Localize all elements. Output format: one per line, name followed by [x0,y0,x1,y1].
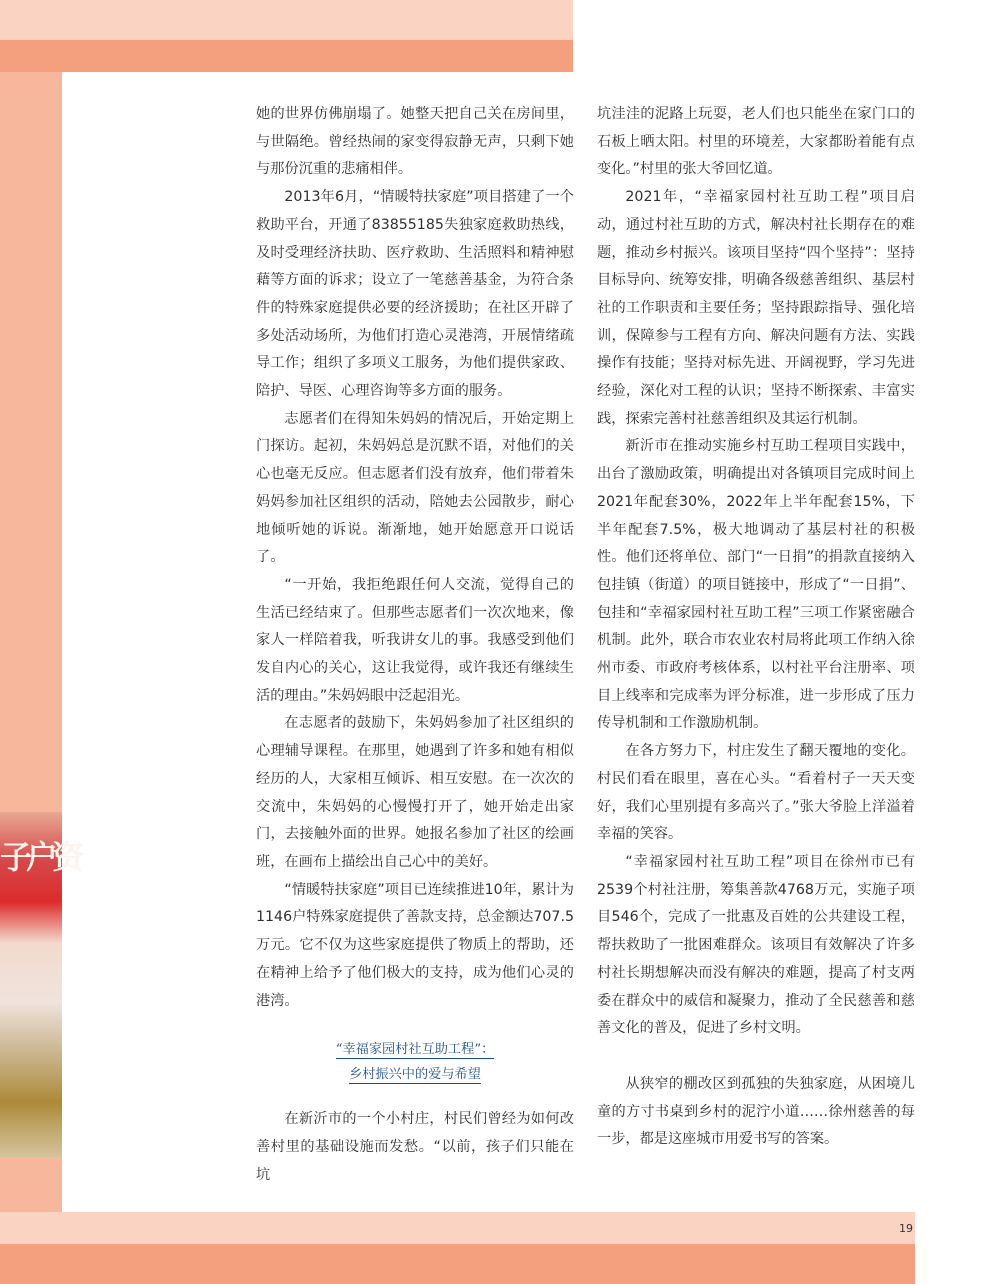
top-band-light [0,0,573,40]
paragraph: 她的世界仿佛崩塌了。她整天把自己关在房间里，与世隔绝。曾经热闹的家变得寂静无声，只剩下她与那份沉重的悲痛相伴。 [256,106,574,178]
top-band-dark [0,40,573,72]
subheading-line-1: “幸福家园村社互助工程”： [335,1042,495,1058]
left-column [256,101,574,1189]
paragraph: 志愿者们在得知朱妈妈的情况后，开始定期上门探访。起初，朱妈妈总是沉默不语，对他们的关心也毫无反应。但志愿者们没有放弃，他们带着朱妈妈参加社区组织的活动，陪她去公园散步，耐心地倾听她的诉说。渐渐地，她开始愿意开口说话了。 [256,410,574,566]
bottom-band-dark [0,1244,915,1284]
paragraph: 在新沂市的一个小村庄，村民们曾经为如何改善村里的基础设施而发愁。“以前，孩子们只能在坑 [256,1111,574,1183]
page-number: 19 [899,1222,913,1235]
closing-paragraph: 从狭窄的棚改区到孤独的失独家庭，从困境儿童的方寸书桌到乡村的泥泞小道……徐州慈善的每一步，都是这座城市用爱书写的答案。 [597,1075,915,1148]
paragraph: 在各方努力下，村庄发生了翻天覆地的变化。村民们看在眼里，喜在心头。“看着村子一天天变好，我们心里别提有多高兴了。”张大爷脸上洋溢着幸福的笑容。 [597,743,915,843]
subheading-line [256,1037,574,1062]
side-photo [0,812,79,1157]
paragraph-continuation: 坑洼洼的泥路上玩耍，老人们也只能坐在家门口的石板上晒太阳。村里的环境差，大家都盼着能有点变化。”村里的张大爷回忆道。 [597,106,915,178]
paragraph: “一开始，我拒绝跟任何人交流，觉得自己的生活已经结束了。但那些志愿者们一次次地来，像家人一样陪着我，听我讲女儿的事。我感受到他们发自内心的关心，这让我觉得，或许我还有继续生活的理由。”朱妈妈眼中泛起泪光。 [256,576,574,704]
bottom-band-light [0,1212,915,1244]
paragraph-gap [597,1043,915,1071]
section-subheading [256,1037,574,1087]
paragraph: 2013年6月，“情暖特扶家庭”项目搭建了一个救助平台，开通了83855185失独家庭救助热线，及时受理经济扶助、医疗救助、生活照料和精神慰藉等方面的诉求；设立了一笔慈善基金，为符合条件的特殊家庭提供必要的经济援助；在社区开辟了多处活动场所，为他们打造心灵港湾，开展情绪疏导工作；组织了多项义工服务，为他们提供家政、陪护、导医、心理咨询等多方面的服务。 [256,189,574,400]
subheading-line [256,1062,574,1087]
paragraph: “情暖特扶家庭”项目已连续推进10年，累计为1146户特殊家庭提供了善款支持，总金额达707.5万元。它不仅为这些家庭提供了物质上的帮助，还在精神上给予了他们极大的支持，成为他们心灵的港湾。 [256,881,574,1009]
photo-sign-text: 子户资 [0,838,79,876]
paragraph: 新沂市在推动实施乡村互助工程项目实践中，出台了激励政策，明确提出对各镇项目完成时间上2021年配套30%，2022年上半年配套15%，下半年配套7.5%，极大地调动了基层村社的积极性。他们还将单位、部门“一日捐”的捐款直接纳入包挂镇（街道）的项目链接中，形成了“一日捐”、包挂和“幸福家园村社互助工程”三项工作紧密融合机制。此外，联合市农业农村局将此项工作纳入徐州市委、市政府考核体系，以村社平台注册率、项目上线率和完成率为评分标准，进一步形成了压力传导机制和工作激励机制。 [597,438,915,732]
right-column [597,101,915,1154]
subheading-line-2: 乡村振兴中的爱与希望 [349,1067,481,1083]
paragraph: “幸福家园村社互助工程”项目在徐州市已有2539个村社注册，筹集善款4768万元，实施子项目546个，完成了一批惠及百姓的公共建设工程，帮扶救助了一批困难群众。该项目有效解决了许多村社长期想解决而没有解决的难题，提高了村支两委在群众中的威信和凝聚力，推动了全民慈善和慈善文化的普及，促进了乡村文明。 [597,853,915,1037]
paragraph: 2021年，“幸福家园村社互助工程”项目启动，通过村社互助的方式，解决村社长期存在的难题，推动乡村振兴。该项目坚持“四个坚持”：坚持目标导向、统筹安排，明确各级慈善组织、基层村社的工作职责和主要任务；坚持跟踪指导、强化培训，保障参与工程有方向、解决问题有方法、实践操作有技能；坚持对标先进、开阔视野，学习先进经验，深化对工程的认识；坚持不断探索、丰富实践，探索完善村社慈善组织及其运行机制。 [597,189,915,427]
paragraph: 在志愿者的鼓励下，朱妈妈参加了社区组织的心理辅导课程。在那里，她遇到了许多和她有相似经历的人，大家相互倾诉、相互安慰。在一次次的交流中，朱妈妈的心慢慢打开了，她开始走出家门，去接触外面的世界。她报名参加了社区的绘画班，在画布上描绘出自己心中的美好。 [256,715,574,870]
